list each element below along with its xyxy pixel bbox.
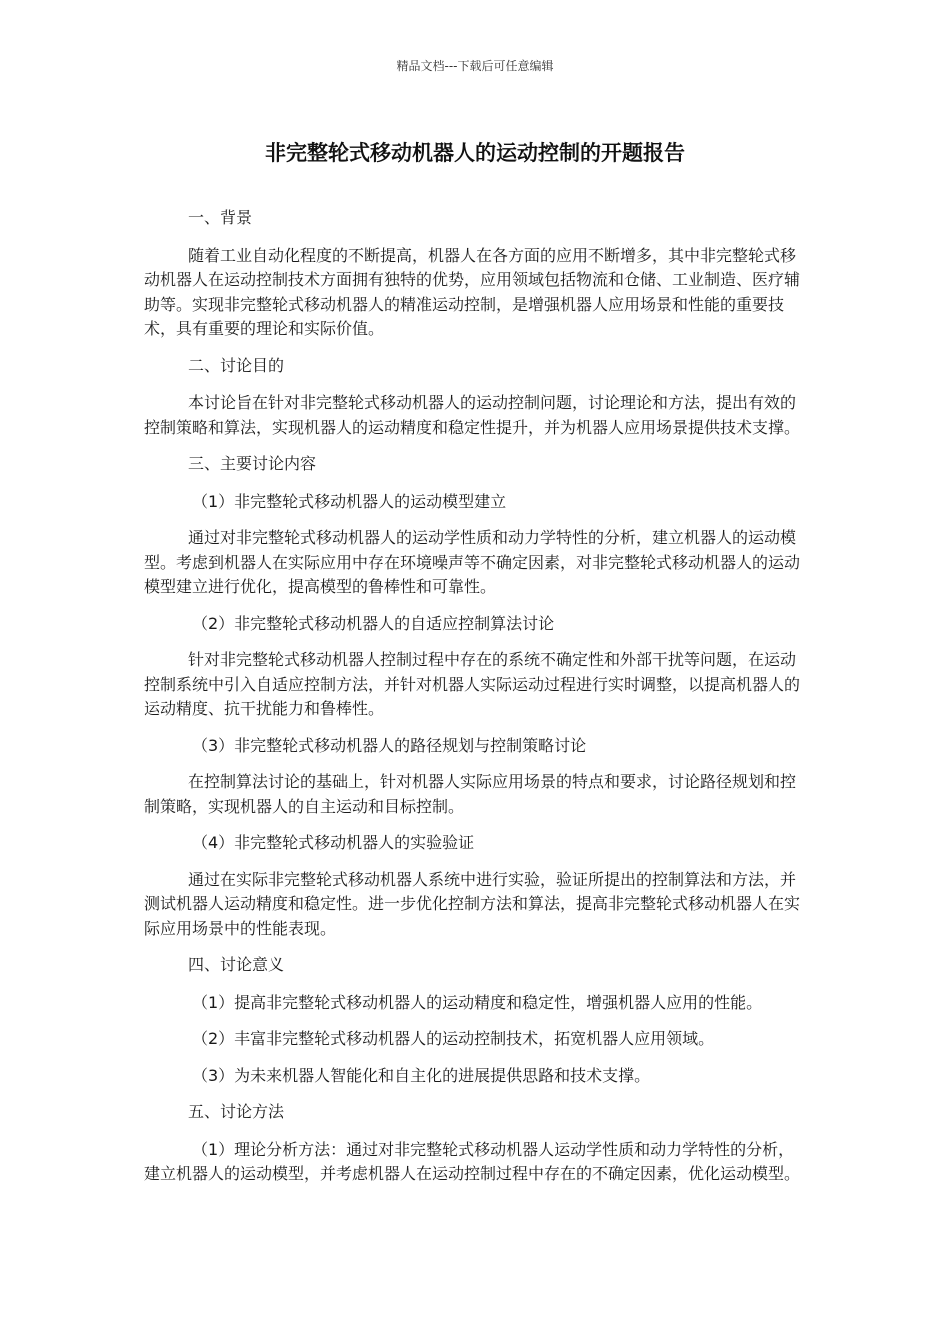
subheading-motion-model: （1）非完整轮式移动机器人的运动模型建立 [192,491,507,511]
document-title: 非完整轮式移动机器人的运动控制的开题报告 [265,141,685,165]
significance-item-2: （2）丰富非完整轮式移动机器人的运动控制技术，拓宽机器人应用领域。 [192,1029,715,1048]
significance-item-1: （1）提高非完整轮式移动机器人的运动精度和稳定性，增强机器人应用的性能。 [192,992,763,1012]
document-body [144,206,808,1199]
section-heading-background: 一、背景 [188,208,253,227]
section-heading-content: 三、主要讨论内容 [188,454,317,473]
paragraph-purpose: 本讨论旨在针对非完整轮式移动机器人的运动控制问题，讨论理论和方法，提出有效的控制策略和算法，实现机器人的运动精度和稳定性提升，并为机器人应用场景提供技术支撑。 [144,393,801,437]
paragraph-adaptive-control: 针对非完整轮式移动机器人控制过程中存在的系统不确定性和外部干扰等问题，在运动控制系统中引入自适应控制方法，并针对机器人实际运动过程进行实时调整，以提高机器人的运动精度、抗干扰能力和鲁棒性。 [144,650,801,718]
paragraph-motion-model: 通过对非完整轮式移动机器人的运动学性质和动力学特性的分析，建立机器人的运动模型。考虑到机器人在实际应用中存在环境噪声等不确定因素，对非完整轮式移动机器人的运动模型建立进行优化，提高模型的鲁棒性和可靠性。 [144,528,801,596]
header-note: 精品文档---下载后可任意编辑 [396,59,554,73]
paragraph-background: 随着工业自动化程度的不断提高，机器人在各方面的应用不断增多，其中非完整轮式移动机器人在运动控制技术方面拥有独特的优势，应用领域包括物流和仓储、工业制造、医疗辅助等。实现非完整轮式移动机器人的精准运动控制，是增强机器人应用场景和性能的重要技术，具有重要的理论和实际价值。 [144,245,801,338]
section-heading-significance: 四、讨论意义 [188,955,285,974]
section-heading-methods: 五、讨论方法 [188,1102,285,1121]
subheading-adaptive-control: （2）非完整轮式移动机器人的自适应控制算法讨论 [192,613,555,633]
subheading-experiment: （4）非完整轮式移动机器人的实验验证 [192,833,475,852]
significance-item-3: （3）为未来机器人智能化和自主化的进展提供思路和技术支撑。 [192,1065,651,1085]
subheading-path-planning: （3）非完整轮式移动机器人的路径规划与控制策略讨论 [192,735,587,755]
paragraph-experiment: 通过在实际非完整轮式移动机器人系统中进行实验，验证所提出的控制算法和方法，并测试机器人运动精度和稳定性。进一步优化控制方法和算法，提高非完整轮式移动机器人在实际应用场景中的性能表现。 [144,869,801,938]
method-item-1: （1）理论分析方法：通过对非完整轮式移动机器人运动学性质和动力学特性的分析，建立机器人的运动模型，并考虑机器人在运动控制过程中存在的不确定因素，优化运动模型。 [144,1139,801,1183]
paragraph-path-planning: 在控制算法讨论的基础上，针对机器人实际应用场景的特点和要求，讨论路径规划和控制策略，实现机器人的自主运动和目标控制。 [144,772,797,816]
section-heading-purpose: 二、讨论目的 [188,355,285,375]
